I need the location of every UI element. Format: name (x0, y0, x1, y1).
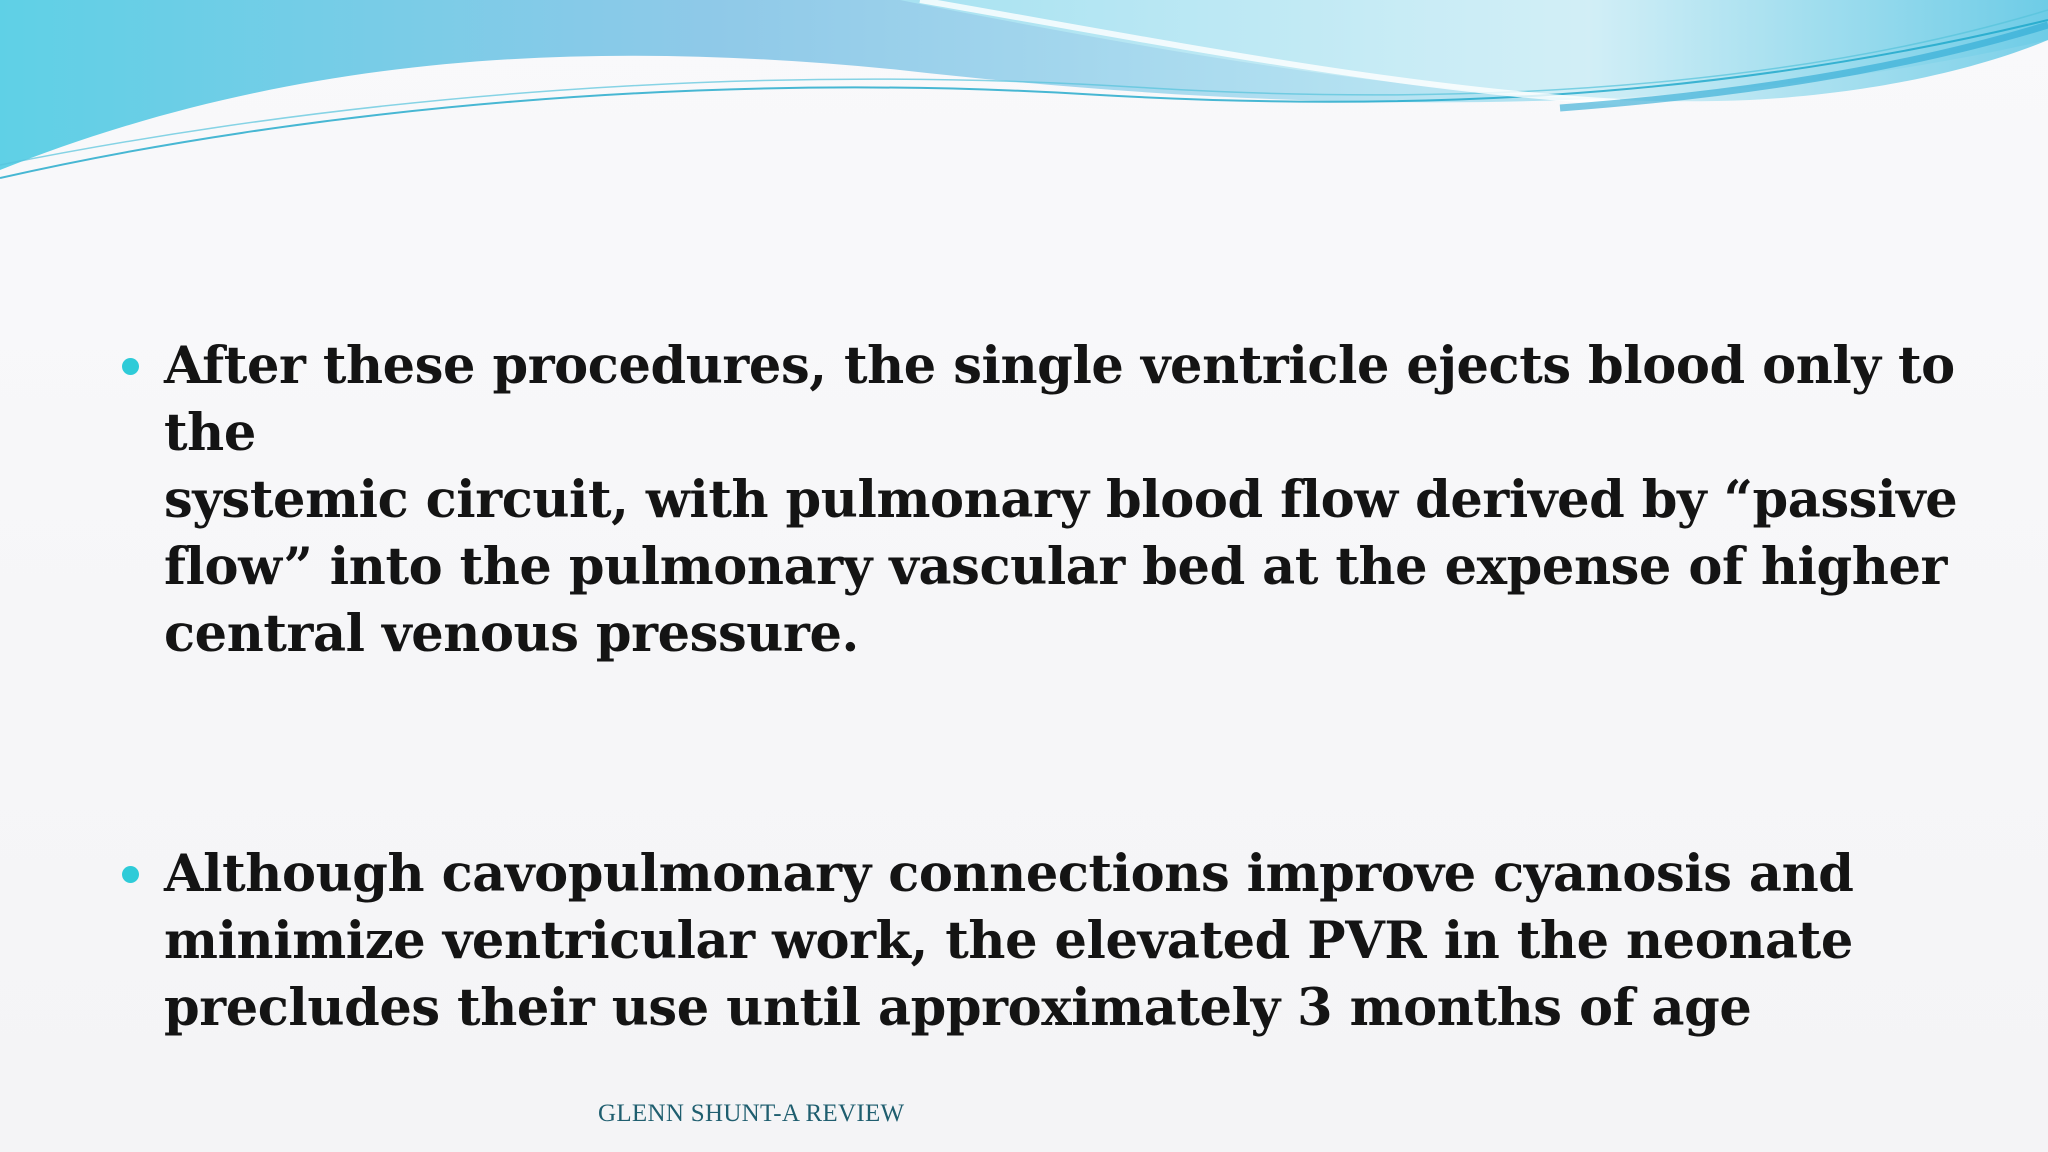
header-wave-decoration (0, 0, 2048, 200)
slide-footer: GLENN SHUNT-A REVIEW (598, 1100, 905, 1127)
bullet-text-2: Although cavopulmonary connections improve cyanosis and minimize ventricular work, the elevated PVR in the neonate precludes their use until approximately 3 months of age (164, 844, 1854, 1038)
bullet-dot-icon (122, 358, 139, 375)
bullet-item-1 (118, 333, 1958, 668)
bullet-dot-icon (122, 866, 139, 883)
bullet-list (118, 333, 1958, 1042)
bullet-text-1: After these procedures, the single ventricle ejects blood only to the systemic circuit, with pulmonary blood flow derived by “passive flow” into the pulmonary vascular bed at the expense of higher central venous pressure. (164, 336, 1958, 664)
bullet-item-2 (118, 841, 1958, 1042)
